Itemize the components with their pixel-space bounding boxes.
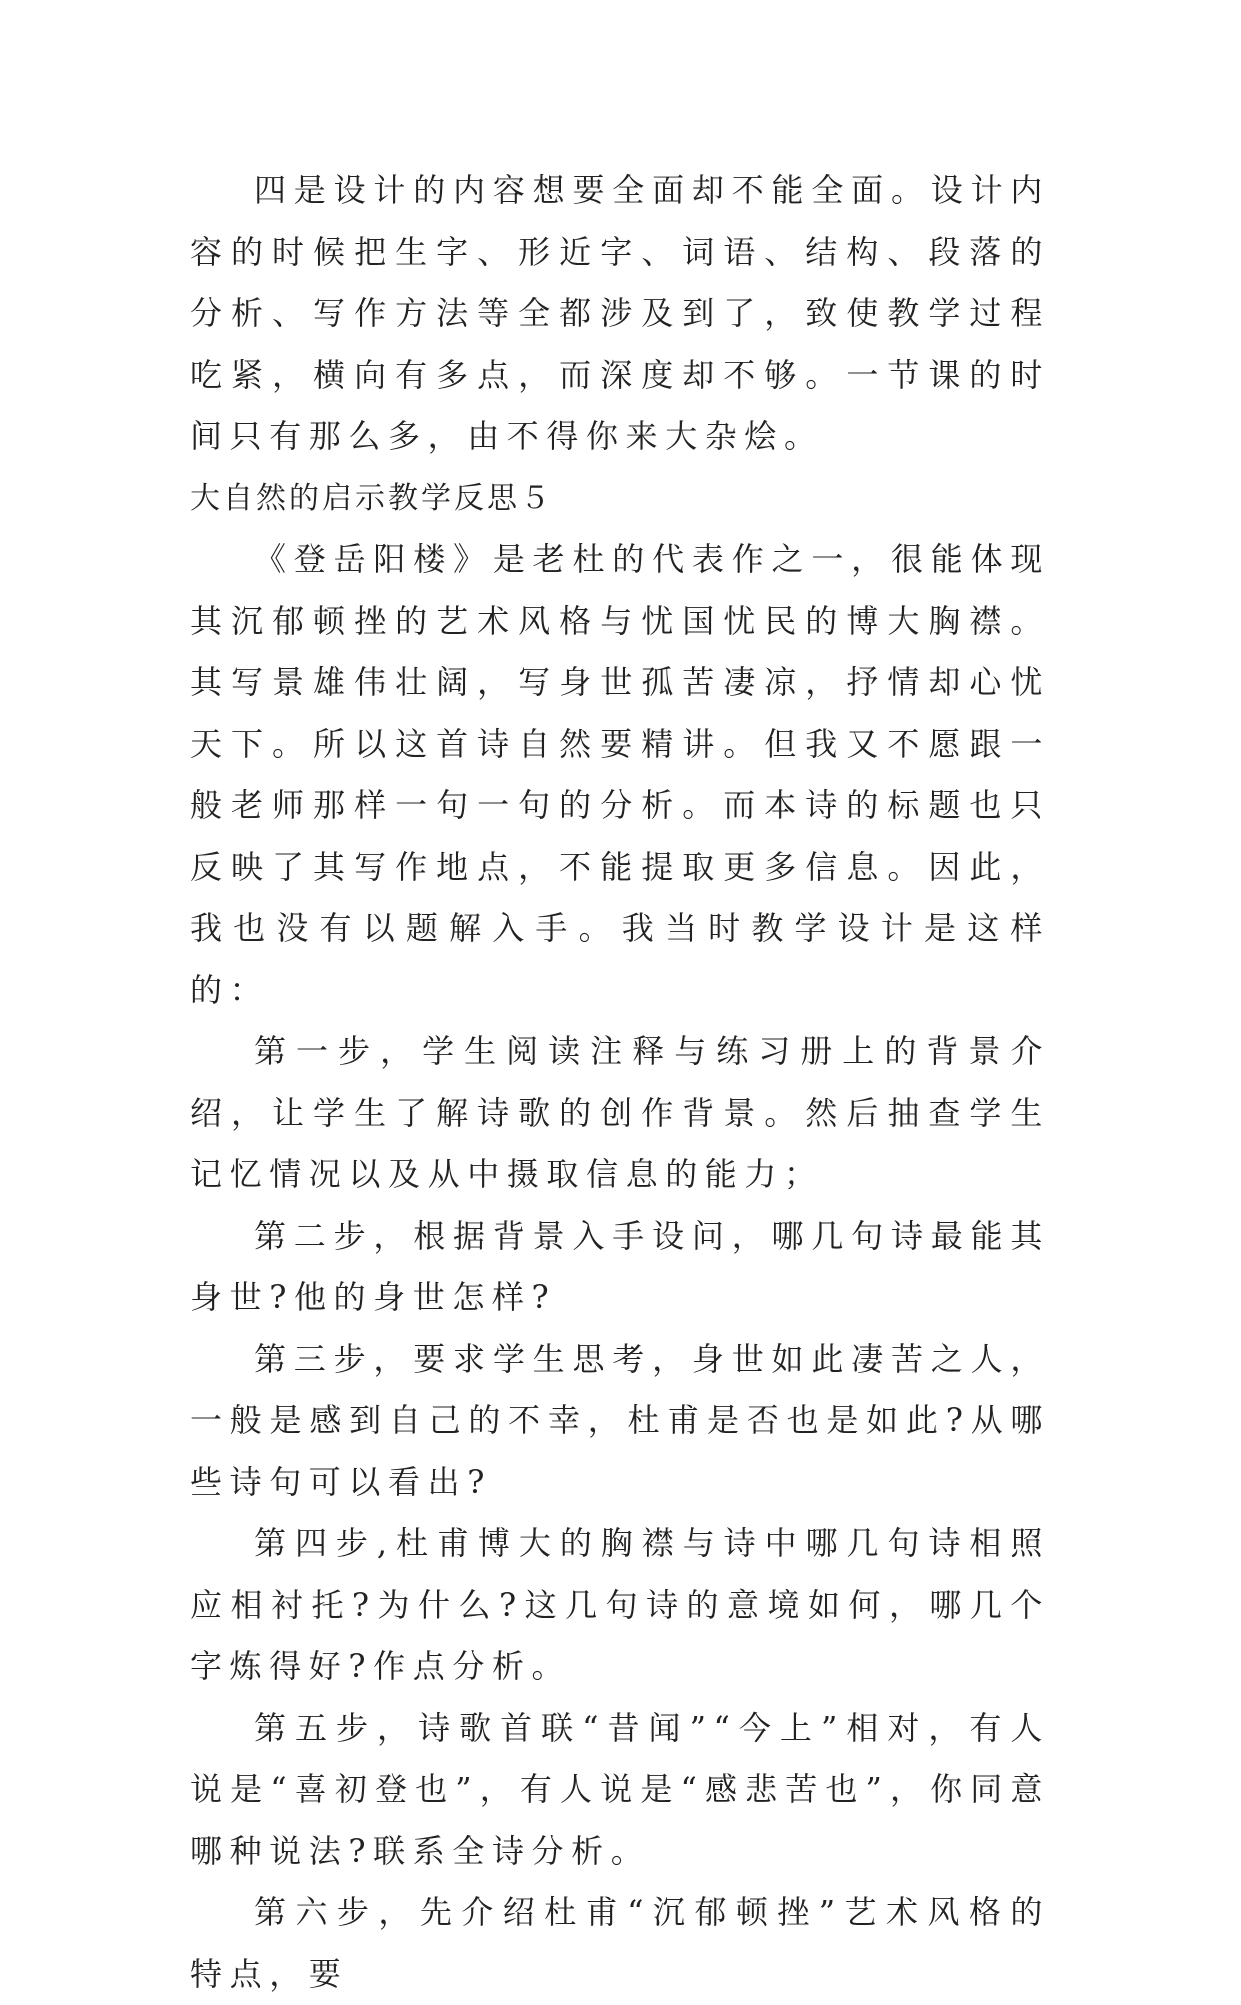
section-heading: 大自然的启示教学反思５ [190, 480, 553, 516]
paragraph-step-3: 第三步，要求学生思考，身世如此凄苦之人，一般是感到自己的不幸，杜甫是否也是如此?从哪些诗句可以看出? [190, 1339, 1050, 1501]
paragraph-step-6: 第六步，先介绍杜甫“沉郁顿挫”艺术风格的特点，要 [190, 1893, 1050, 1993]
paragraph-poem-intro: 《登岳阳楼》是老杜的代表作之一，很能体现其沉郁顿挫的艺术风格与忧国忧民的博大胸襟。其写景雄伟壮阔，写身世孤苦凄凉，抒情却心忧天下。所以这首诗自然要精讲。但我又不愿跟一般老师那样一句一句的分析。而本诗的标题也只反映了其写作地点，不能提取更多信息。因此，我也没有以题解入手。我当时教学设计是这样的： [190, 540, 1050, 1009]
paragraph-design-content: 四是设计的内容想要全面却不能全面。设计内容的时候把生字、形近字、词语、结构、段落的分析、写作方法等全都涉及到了，致使教学过程吃紧，横向有多点，而深度却不够。一节课的时间只有那么多，由不得你来大杂烩。 [190, 171, 1050, 455]
document-body [190, 160, 1050, 2005]
paragraph-step-2: 第二步，根据背景入手设问，哪几句诗最能其身世?他的身世怎样? [190, 1216, 1050, 1316]
paragraph-step-5: 第五步，诗歌首联“昔闻”“今上”相对，有人说是“喜初登也”，有人说是“感悲苦也”，你同意哪种说法?联系全诗分析。 [190, 1708, 1050, 1870]
paragraph-step-4: 第四步,杜甫博大的胸襟与诗中哪几句诗相照应相衬托?为什么?这几句诗的意境如何，哪几个字炼得好?作点分析。 [190, 1524, 1050, 1685]
paragraph-step-1: 第一步，学生阅读注释与练习册上的背景介绍，让学生了解诗歌的创作背景。然后抽查学生记忆情况以及从中摄取信息的能力； [190, 1032, 1050, 1193]
